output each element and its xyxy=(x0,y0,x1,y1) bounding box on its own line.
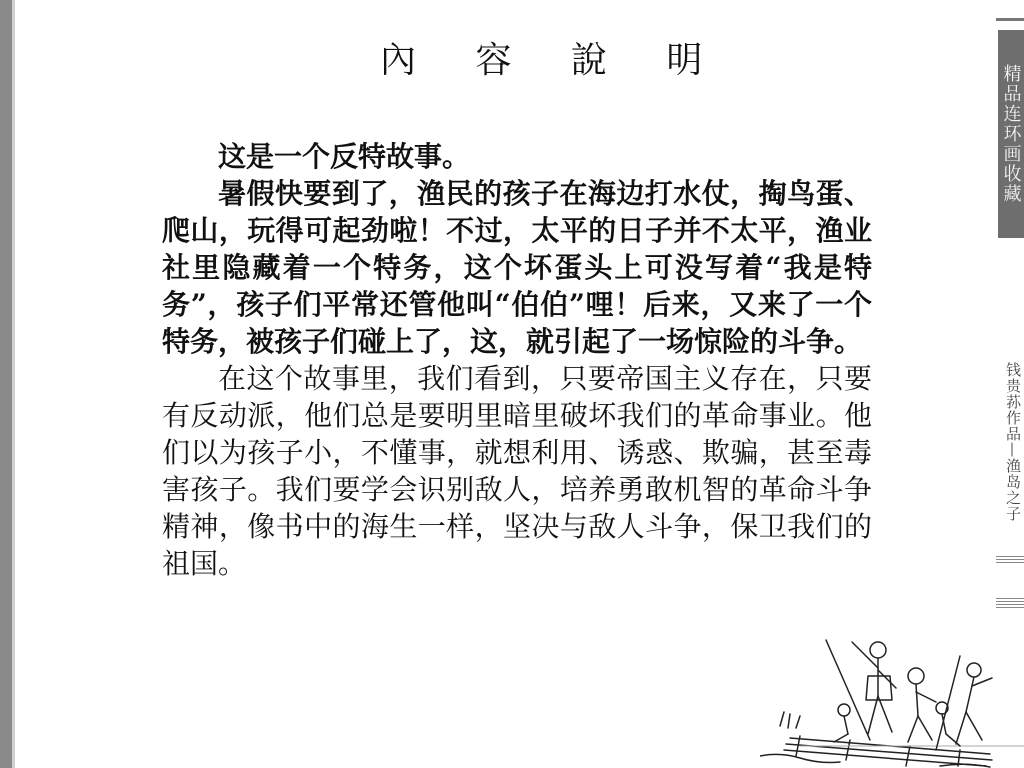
paragraph-1: 这是一个反特故事。 xyxy=(218,140,471,173)
side-rule-lines-lower xyxy=(996,598,1024,612)
paragraph-2: 暑假快要到了，渔民的孩子在海边打水仗，掏鸟蛋、爬山，玩得可起劲啦！不过，太平的日子并不太平，渔业社里隐藏着一个特务，这个坏蛋头上可没写着“我是特务”，孩子们平常还管他叫“伯伯”哩！后来，又来了一个特务，被孩子们碰上了，这，就引起了一场惊险的斗争。 xyxy=(162,177,872,358)
left-binding-strip xyxy=(0,0,12,768)
raft-children-illustration xyxy=(760,616,1024,768)
body-text xyxy=(162,138,872,582)
page-title: 內 容 說 明 xyxy=(380,40,727,81)
side-rule-lines xyxy=(996,556,1024,566)
series-label-text: 精品连环画收藏 xyxy=(1000,64,1022,204)
paragraph-3: 在这个故事里，我们看到，只要帝国主义存在，只要有反动派，他们总是要明里暗里破坏我们的革命事业。他们以为孩子小，不懂事，就想利用、诱惑、欺骗，甚至毒害孩子。我们要学会识别敌人，培养勇敢机智的革命斗争精神，像书中的海生一样，坚决与敌人斗争，保卫我们的祖国。 xyxy=(162,362,872,580)
work-label: 钱贵荪作品—渔岛之子 xyxy=(1004,362,1022,522)
left-binding-edge xyxy=(12,0,15,768)
panel-top-rule xyxy=(996,18,1024,21)
series-label xyxy=(998,30,1024,238)
